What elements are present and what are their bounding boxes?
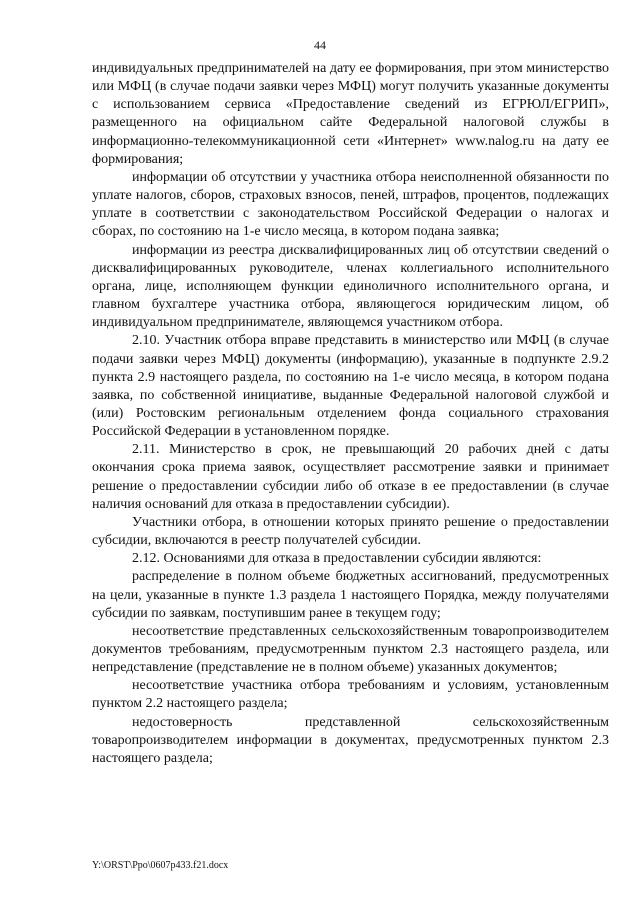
paragraph-tax-debt-info: информации об отсутствии у участника отбора неисполненной обязанности по уплате налогов, сборов, страховых взносов, пеней, штрафов, процентов, подлежащих уплате в соответствии с законодательством Российской Федерации о налогах и сборах, по состоянию на 1-е число месяца, в котором подана заявка; (92, 169, 609, 240)
paragraph-requirements-mismatch: несоответствие участника отбора требованиям и условиям, установленным пунктом 2.2 настоящего раздела; (92, 678, 609, 712)
paragraph-continuation: индивидуальных предпринимателей на дату ее формирования, при этом министерство или МФЦ (в случае подачи заявки через МФЦ) могут получить указанные документы с использованием сервиса «Предоставление сведений из ЕГРЮЛ/ЕГРИП», размещенного на официальном сайте Федеральной налоговой службы в информационно-телекоммуникационной сети «Интернет» www.nalog.ru на дату ее формирования; (92, 61, 609, 167)
paragraph-documents-mismatch: несоответствие представленных сельскохозяйственным товаропроизводителем документов требованиям, предусмотренным пунктом 2.3 настоящего раздела, или непредставление (представление не в полном объеме) указанных документов; (92, 623, 609, 676)
paragraph-2-12: 2.12. Основаниями для отказа в предоставлении субсидии являются: (132, 551, 542, 567)
paragraph-2-11: 2.11. Министерство в срок, не превышающий 20 рабочих дней с даты окончания срока приема заявок, осуществляет рассмотрение заявки и принимает решение о предоставлении субсидии либо об отказе в ее предоставлении (в случае наличия оснований для отказа в предоставлении субсидии). (92, 442, 609, 512)
footer-file-path: Y:\ORST\Ppo\0607p433.f21.docx (92, 860, 229, 871)
paragraph-budget-allocation: распределение в полном объеме бюджетных ассигнований, предусмотренных на цели, указанные в пункте 1.3 раздела 1 настоящего Порядка, между получателями субсидии по заявкам, поступившим ранее в текущем году; (92, 569, 609, 621)
paragraph-unreliable-info: недостоверность представленной сельскохозяйственным товаропроизводителем информации в документах, предусмотренных пунктом 2.3 настоящего раздела; (92, 714, 609, 766)
paragraph-recipients-registry: Участники отбора, в отношении которых принято решение о предоставлении субсидии, включаются в реестр получателей субсидии. (92, 514, 609, 549)
paragraph-2-10: 2.10. Участник отбора вправе представить в министерство или МФЦ (в случае подачи заявки через МФЦ) документы (информацию), указанные в подпункте 2.9.2 пункта 2.9 настоящего раздела, по состоянию на 1-е число месяца, в котором подана заявка, по собственной инициативе, выданные Федеральной налоговой службой и (или) Ростовским региональным отделением фонда социального страхования Российской Федерации в установленном порядке. (92, 333, 609, 440)
document-body (92, 60, 609, 768)
page-number: 44 (314, 38, 326, 52)
paragraph-disqualified-registry: информации из реестра дисквалифицированных лиц об отсутствии сведений о дисквалифицированных руководителе, членах коллегиального исполнительного органа, лице, исполняющем функции единоличного исполнительного органа, и главном бухгалтере участника отбора, являющегося юридическим лицом, об индивидуальном предпринимателе, являющемся участником отбора. (92, 242, 609, 331)
